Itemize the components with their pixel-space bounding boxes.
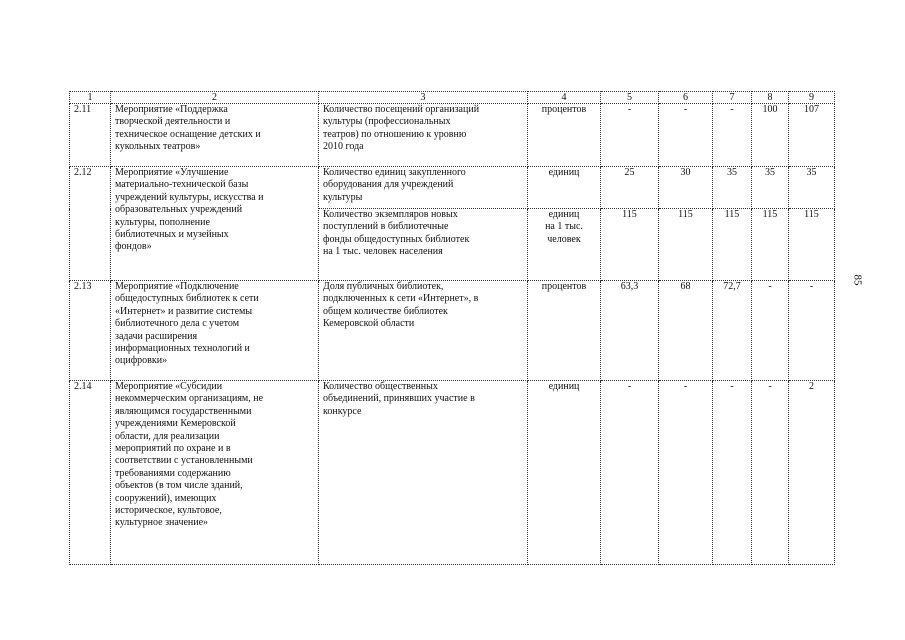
value-cell: - <box>659 104 713 167</box>
event-description: Мероприятие «Поддержка творческой деятельности и техническое оснащение детских и кукольных театров» <box>111 104 319 167</box>
column-header: 3 <box>319 92 528 104</box>
unit-cell: единиц на 1 тыс. человек <box>528 209 601 281</box>
row-number: 2.14 <box>70 381 111 565</box>
value-cell: - <box>752 281 789 381</box>
unit-cell: процентов <box>528 281 601 381</box>
unit-cell: единиц <box>528 167 601 209</box>
value-cell: 115 <box>659 209 713 281</box>
value-cell: 107 <box>789 104 835 167</box>
value-cell: - <box>789 281 835 381</box>
value-cell: 68 <box>659 281 713 381</box>
value-cell: 100 <box>752 104 789 167</box>
page-number: 85 <box>851 274 864 286</box>
value-cell: 30 <box>659 167 713 209</box>
value-cell: - <box>752 381 789 565</box>
value-cell: 115 <box>752 209 789 281</box>
value-cell: 2 <box>789 381 835 565</box>
row-number: 2.12 <box>70 167 111 281</box>
value-cell: 115 <box>789 209 835 281</box>
value-cell: 115 <box>601 209 659 281</box>
value-cell: 35 <box>752 167 789 209</box>
value-cell: 35 <box>789 167 835 209</box>
value-cell: 35 <box>713 167 752 209</box>
table-row <box>70 104 835 167</box>
column-header: 4 <box>528 92 601 104</box>
column-header: 5 <box>601 92 659 104</box>
event-description: Мероприятие «Подключение общедоступных библиотек к сети «Интернет» и развитие системы библиотечного дела с учетом задачи расширения информационных технологий и оцифровки» <box>111 281 319 381</box>
value-cell: - <box>659 381 713 565</box>
value-cell: - <box>601 381 659 565</box>
value-cell: 63,3 <box>601 281 659 381</box>
indicator-table <box>69 91 835 565</box>
table-header-row <box>70 92 835 104</box>
indicator-description: Доля публичных библиотек, подключенных к сети «Интернет», в общем количестве библиотек Кемеровской области <box>319 281 528 381</box>
column-header: 7 <box>713 92 752 104</box>
indicator-description: Количество общественных объединений, принявших участие в конкурсе <box>319 381 528 565</box>
value-cell: 72,7 <box>713 281 752 381</box>
indicator-description: Количество посещений организаций культуры (профессиональных театров) по отношению к уровню 2010 года <box>319 104 528 167</box>
column-header: 6 <box>659 92 713 104</box>
column-header: 2 <box>111 92 319 104</box>
row-number: 2.13 <box>70 281 111 381</box>
value-cell: 115 <box>713 209 752 281</box>
unit-cell: процентов <box>528 104 601 167</box>
event-description: Мероприятие «Улучшение материально-технической базы учреждений культуры, искусства и образовательных учреждений культуры, пополнение библиотечных и музейных фондов» <box>111 167 319 281</box>
value-cell: 25 <box>601 167 659 209</box>
table-row <box>70 281 835 381</box>
row-number: 2.11 <box>70 104 111 167</box>
indicator-description: Количество экземпляров новых поступлений в библиотечные фонды общедоступных библиотек на 1 тыс. человек населения <box>319 209 528 281</box>
value-cell: - <box>601 104 659 167</box>
column-header: 1 <box>70 92 111 104</box>
value-cell: - <box>713 381 752 565</box>
table-row <box>70 381 835 565</box>
event-description: Мероприятие «Субсидии некоммерческим организациям, не являющимся государственными учреждениями Кемеровской области, для реализации мероприятий по охране и в соответствии с установленными требованиями содержанию объектов (в том числе зданий, сооружений), имеющих историческое, культовое, культурное значение» <box>111 381 319 565</box>
unit-cell: единиц <box>528 381 601 565</box>
value-cell: - <box>713 104 752 167</box>
column-header: 8 <box>752 92 789 104</box>
table-row <box>70 167 835 209</box>
indicator-description: Количество единиц закупленного оборудования для учреждений культуры <box>319 167 528 209</box>
column-header: 9 <box>789 92 835 104</box>
